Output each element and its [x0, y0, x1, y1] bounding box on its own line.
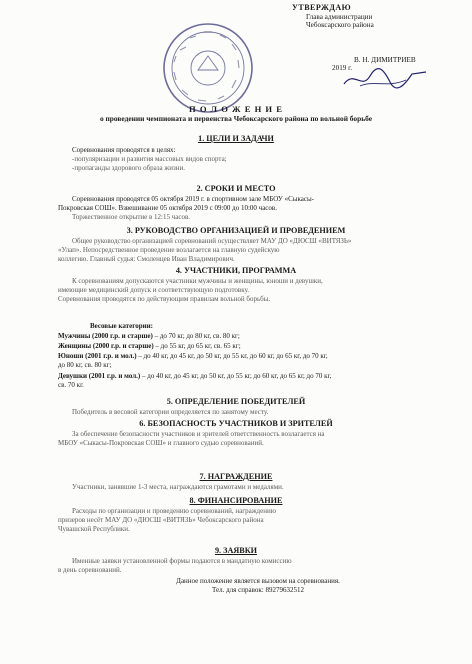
section-heading-dates: 2. СРОКИ И МЕСТО [196, 184, 276, 193]
weights-men [58, 332, 458, 341]
official-seal-stamp [160, 20, 256, 116]
applications-line-2: в день соревнований. [58, 566, 122, 574]
applications-line-3: Данное положение является вызовом на соревнования. [176, 577, 340, 585]
weights-girls-cont: св. 70 кг. [58, 381, 84, 389]
participants-line-3: Соревнования проводятся по действующим правилам вольной борьбы. [58, 295, 271, 303]
section-heading-applications: 9. ЗАЯВКИ [214, 546, 258, 555]
section-heading-awards: 7. НАГРАЖДЕНИЕ [199, 472, 273, 481]
section-heading-winners: 5. ОПРЕДЕЛЕНИЕ ПОБЕДИТЕЛЕЙ [166, 397, 306, 406]
safety-line-1: За обеспечение безопасности участников и зрителей ответственность возлагается на [72, 430, 325, 438]
financing-line-1: Расходы по организации и проведению соревнований, награждению [72, 507, 276, 515]
document-subtitle: о проведении чемпионата и первенства Чебоксарского района по вольной борьбе [100, 114, 372, 123]
weights-girls-label: Девушки (2001 г.р. и мол.) [58, 372, 141, 380]
dates-line-3: Торжественное открытие в 12:15 часов. [72, 213, 191, 221]
section-heading-participants: 4. УЧАСТНИКИ, ПРОГРАММА [175, 266, 297, 275]
awards-text: Участники, занявшие 1-3 места, награждаются грамотами и медалями. [72, 483, 284, 491]
goals-item-2: -пропаганды здорового образа жизни. [72, 164, 185, 172]
weights-women-label: Женщины (2000 г.р. и старше) [58, 342, 154, 350]
organization-line-2: «Улап». Непосредственное проведение возлагается на главную судейскую [58, 246, 280, 254]
section-heading-safety: 6. БЕЗОПАСНОСТЬ УЧАСТНИКОВ И ЗРИТЕЛЕЙ [139, 419, 333, 428]
organization-line-3: коллегию. Главный судья: Смоленцев Иван Владимирович. [58, 255, 235, 263]
dates-line-2: Покровская СОШ». Взвешивание 05 октября 2019 с 09:00 до 10:00 часов. [58, 204, 277, 212]
approval-title: УТВЕРЖДАЮ [292, 3, 352, 12]
approval-line-2: Чебоксарского района [306, 21, 374, 30]
approval-block [262, 4, 462, 73]
financing-line-3: Чувашской Республики. [58, 525, 130, 533]
weights-juniors-label: Юноши (2001 г.р. и мол.) [58, 352, 137, 360]
weights-juniors-cont: до 80 кг, св. 80 кг; [58, 361, 112, 369]
winners-text: Победитель в весовой категории определяется по занятому месту. [72, 408, 269, 416]
weights-girls-values: – до 40 кг, до 45 кг, до 50 кг, до 55 кг, до 60 кг, до 65 кг, до 70 кг, [142, 372, 332, 380]
weights-women-values: – до 55 кг, до 65 кг, св. 65 кг; [155, 342, 241, 350]
dates-line-1: Соревнования проводятся 05 октября 2019 г. в спортивном зале МБОУ «Сыкасы- [72, 195, 315, 203]
weights-title: Весовые категории: [90, 322, 153, 330]
approval-year: 2019 г. [332, 64, 353, 73]
document-title: П О Л О Ж Е Н И Е [189, 104, 283, 114]
section-heading-goals: 1. ЦЕЛИ И ЗАДАЧИ [198, 134, 274, 143]
applications-contact: Тел. для справок: 89279632512 [212, 586, 304, 594]
approval-line-1: Глава администрации [306, 12, 373, 21]
applications-line-1: Именные заявки установленной формы подаются в мандатную комиссию [72, 557, 292, 565]
weights-juniors-values: – до 40 кг, до 45 кг, до 50 кг, до 55 кг, до 60 кг, до 65 кг, до 70 кг, [138, 352, 328, 360]
handwritten-signature [340, 66, 430, 92]
weights-men-label: Мужчины (2000 г.р. и старше) [58, 332, 153, 340]
section-heading-financing: 8. ФИНАНСИРОВАНИЕ [189, 496, 283, 505]
approval-name: В. Н. ДИМИТРИЕВ [354, 55, 416, 64]
goals-item-1: -популяризации и развития массовых видов спорта; [72, 155, 227, 163]
participants-line-2: имеющие медицинский допуск и соответствующую подготовку. [58, 286, 250, 294]
weights-men-values: – до 70 кг, до 80 кг, св. 80 кг; [154, 332, 240, 340]
section-heading-organization: 3. РУКОВОДСТВО ОРГАНИЗАЦИЕЙ И ПРОВЕДЕНИЕМ [126, 226, 346, 235]
financing-line-2: призеров несёт МАУ ДО «ДЮСШ «ВИТЯЗЬ» Чебоксарского района [58, 516, 264, 524]
weights-juniors [58, 352, 458, 361]
weights-women [58, 342, 458, 351]
participants-line-1: К соревнованиям допускаются участники мужчины и женщины, юноши и девушки, [72, 277, 323, 285]
weights-girls [58, 372, 458, 381]
safety-line-2: МБОУ «Сыкасы-Покровская СОШ» и главного судью соревнований. [58, 439, 264, 447]
goals-intro: Соревнования проводятся в целях: [72, 146, 176, 154]
organization-line-1: Общее руководство организацией соревнований осуществляет МАУ ДО «ДЮСШ «ВИТЯЗЬ» [72, 237, 352, 245]
